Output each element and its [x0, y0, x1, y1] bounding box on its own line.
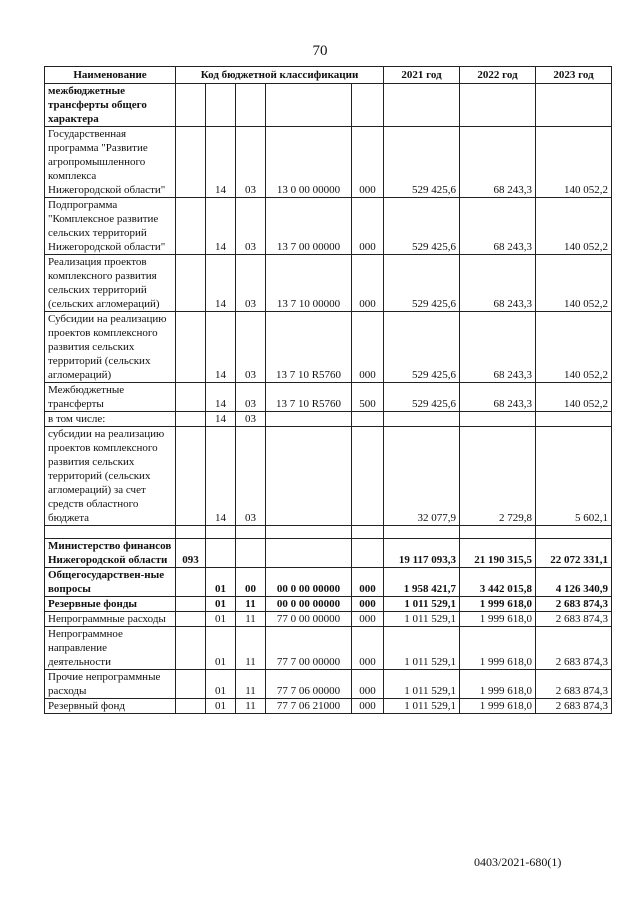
value-2023: 140 052,2 — [536, 255, 612, 312]
code-section: 01 — [206, 699, 236, 714]
budget-table — [44, 66, 612, 714]
code-ministry — [176, 612, 206, 627]
code-target: 77 7 00 00000 — [266, 627, 352, 670]
code-ministry — [176, 568, 206, 597]
code-subsection — [236, 84, 266, 127]
code-target: 13 7 10 R5760 — [266, 312, 352, 383]
value-2021: 529 425,6 — [384, 255, 460, 312]
value-2021 — [384, 412, 460, 427]
code-expense-type — [352, 84, 384, 127]
code-section — [206, 539, 236, 568]
code-target — [266, 412, 352, 427]
code-target: 13 0 00 00000 — [266, 127, 352, 198]
value-2022: 2 729,8 — [460, 427, 536, 526]
value-2021: 1 011 529,1 — [384, 670, 460, 699]
value-2022: 1 999 618,0 — [460, 627, 536, 670]
code-expense-type: 000 — [352, 612, 384, 627]
value-2022: 68 243,3 — [460, 198, 536, 255]
value-2023: 2 683 874,3 — [536, 612, 612, 627]
table-row — [45, 568, 612, 597]
table-row — [45, 699, 612, 714]
code-ministry — [176, 198, 206, 255]
code-section — [206, 84, 236, 127]
value-2021: 1 011 529,1 — [384, 597, 460, 612]
table-row — [45, 312, 612, 383]
value-2021 — [384, 84, 460, 127]
code-ministry — [176, 255, 206, 312]
value-2022: 68 243,3 — [460, 127, 536, 198]
code-subsection: 11 — [236, 597, 266, 612]
code-target — [266, 539, 352, 568]
code-section: 14 — [206, 198, 236, 255]
code-ministry — [176, 526, 206, 539]
value-2023: 2 683 874,3 — [536, 699, 612, 714]
value-2023: 2 683 874,3 — [536, 670, 612, 699]
table-row — [45, 612, 612, 627]
value-2023 — [536, 412, 612, 427]
code-expense-type — [352, 412, 384, 427]
value-2021: 529 425,6 — [384, 127, 460, 198]
code-target — [266, 84, 352, 127]
code-target — [266, 427, 352, 526]
code-subsection: 03 — [236, 255, 266, 312]
header-2021: 2021 год — [384, 67, 460, 84]
row-name: Подпрограмма "Комплексное развитие сельских территорий Нижегородской области" — [45, 198, 176, 255]
value-2023: 140 052,2 — [536, 198, 612, 255]
row-name: Субсидии на реализацию проектов комплексного развития сельских территорий (сельских агломераций) — [45, 312, 176, 383]
row-name: Резервные фонды — [45, 597, 176, 612]
code-subsection: 03 — [236, 198, 266, 255]
value-2022: 68 243,3 — [460, 383, 536, 412]
code-target: 13 7 10 00000 — [266, 255, 352, 312]
header-2023: 2023 год — [536, 67, 612, 84]
value-2023: 5 602,1 — [536, 427, 612, 526]
code-section: 14 — [206, 383, 236, 412]
code-target: 00 0 00 00000 — [266, 597, 352, 612]
value-2021: 529 425,6 — [384, 312, 460, 383]
row-name: в том числе: — [45, 412, 176, 427]
value-2022: 1 999 618,0 — [460, 597, 536, 612]
header-row — [45, 67, 612, 84]
value-2023: 2 683 874,3 — [536, 597, 612, 612]
table-row — [45, 255, 612, 312]
row-name: субсидии на реализацию проектов комплексного развития сельских территорий (сельских агломераций) за счет средств областного бюджета — [45, 427, 176, 526]
row-name: Межбюджетные трансферты — [45, 383, 176, 412]
code-ministry — [176, 627, 206, 670]
code-expense-type — [352, 526, 384, 539]
value-2022: 1 999 618,0 — [460, 612, 536, 627]
document-code: 0403/2021-680(1) — [474, 855, 562, 869]
value-2021 — [384, 526, 460, 539]
code-target: 13 7 10 R5760 — [266, 383, 352, 412]
value-2022: 1 999 618,0 — [460, 670, 536, 699]
code-expense-type: 000 — [352, 699, 384, 714]
value-2021: 529 425,6 — [384, 198, 460, 255]
code-subsection: 11 — [236, 670, 266, 699]
value-2022: 3 442 015,8 — [460, 568, 536, 597]
code-section: 01 — [206, 612, 236, 627]
table-row — [45, 412, 612, 427]
code-subsection: 03 — [236, 412, 266, 427]
code-expense-type: 000 — [352, 312, 384, 383]
code-ministry — [176, 427, 206, 526]
code-ministry — [176, 383, 206, 412]
code-expense-type: 000 — [352, 670, 384, 699]
header-name: Наименование — [45, 67, 176, 84]
header-2022: 2022 год — [460, 67, 536, 84]
table-row — [45, 539, 612, 568]
value-2022 — [460, 84, 536, 127]
code-subsection: 11 — [236, 612, 266, 627]
table-body — [45, 84, 612, 714]
code-ministry — [176, 670, 206, 699]
table-row — [45, 127, 612, 198]
table-row — [45, 427, 612, 526]
value-2021: 1 958 421,7 — [384, 568, 460, 597]
value-2021: 1 011 529,1 — [384, 612, 460, 627]
code-subsection: 03 — [236, 127, 266, 198]
value-2023 — [536, 526, 612, 539]
code-expense-type: 000 — [352, 568, 384, 597]
code-expense-type — [352, 427, 384, 526]
value-2023: 2 683 874,3 — [536, 627, 612, 670]
code-section: 14 — [206, 312, 236, 383]
value-2021: 1 011 529,1 — [384, 627, 460, 670]
value-2022: 1 999 618,0 — [460, 699, 536, 714]
value-2022: 68 243,3 — [460, 255, 536, 312]
code-target: 77 0 00 00000 — [266, 612, 352, 627]
value-2022: 21 190 315,5 — [460, 539, 536, 568]
table-row — [45, 627, 612, 670]
code-ministry — [176, 312, 206, 383]
code-target: 00 0 00 00000 — [266, 568, 352, 597]
value-2021: 529 425,6 — [384, 383, 460, 412]
value-2022: 68 243,3 — [460, 312, 536, 383]
code-section: 14 — [206, 255, 236, 312]
code-expense-type: 000 — [352, 127, 384, 198]
value-2023: 140 052,2 — [536, 127, 612, 198]
code-section: 14 — [206, 127, 236, 198]
page-number: 70 — [312, 43, 328, 59]
code-target: 13 7 00 00000 — [266, 198, 352, 255]
table-row — [45, 84, 612, 127]
code-section: 01 — [206, 670, 236, 699]
code-section — [206, 526, 236, 539]
table-row — [45, 526, 612, 539]
code-ministry — [176, 412, 206, 427]
code-subsection: 11 — [236, 699, 266, 714]
code-ministry — [176, 597, 206, 612]
value-2023: 4 126 340,9 — [536, 568, 612, 597]
code-target — [266, 526, 352, 539]
code-subsection: 00 — [236, 568, 266, 597]
table-row — [45, 670, 612, 699]
row-name: Общегосударствен-ные вопросы — [45, 568, 176, 597]
row-name: Прочие непрограммные расходы — [45, 670, 176, 699]
code-target: 77 7 06 00000 — [266, 670, 352, 699]
row-name: Государственная программа "Развитие агропромышленного комплекса Нижегородской области" — [45, 127, 176, 198]
table-row — [45, 198, 612, 255]
value-2023: 22 072 331,1 — [536, 539, 612, 568]
code-expense-type: 000 — [352, 198, 384, 255]
code-section: 01 — [206, 627, 236, 670]
code-subsection: 11 — [236, 627, 266, 670]
value-2021: 19 117 093,3 — [384, 539, 460, 568]
row-name: Непрограммное направление деятельности — [45, 627, 176, 670]
code-expense-type — [352, 539, 384, 568]
value-2023: 140 052,2 — [536, 383, 612, 412]
code-ministry — [176, 127, 206, 198]
code-expense-type: 000 — [352, 255, 384, 312]
code-section: 14 — [206, 412, 236, 427]
value-2023 — [536, 84, 612, 127]
row-name — [45, 526, 176, 539]
value-2021: 32 077,9 — [384, 427, 460, 526]
code-ministry — [176, 84, 206, 127]
code-section: 01 — [206, 568, 236, 597]
value-2022 — [460, 526, 536, 539]
code-expense-type: 000 — [352, 627, 384, 670]
table-row — [45, 597, 612, 612]
code-section: 14 — [206, 427, 236, 526]
row-name: Резервный фонд — [45, 699, 176, 714]
code-subsection: 03 — [236, 312, 266, 383]
code-ministry — [176, 699, 206, 714]
value-2022 — [460, 412, 536, 427]
header-code: Код бюджетной классификации — [176, 67, 384, 84]
code-expense-type: 500 — [352, 383, 384, 412]
row-name: межбюджетные трансферты общего характера — [45, 84, 176, 127]
row-name: Министерство финансов Нижегородской области — [45, 539, 176, 568]
code-expense-type: 000 — [352, 597, 384, 612]
table-row — [45, 383, 612, 412]
code-section: 01 — [206, 597, 236, 612]
code-subsection — [236, 526, 266, 539]
code-target: 77 7 06 21000 — [266, 699, 352, 714]
row-name: Непрограммные расходы — [45, 612, 176, 627]
row-name: Реализация проектов комплексного развития сельских территорий (сельских агломераций) — [45, 255, 176, 312]
code-subsection: 03 — [236, 383, 266, 412]
code-ministry: 093 — [176, 539, 206, 568]
code-subsection: 03 — [236, 427, 266, 526]
value-2021: 1 011 529,1 — [384, 699, 460, 714]
value-2023: 140 052,2 — [536, 312, 612, 383]
code-subsection — [236, 539, 266, 568]
